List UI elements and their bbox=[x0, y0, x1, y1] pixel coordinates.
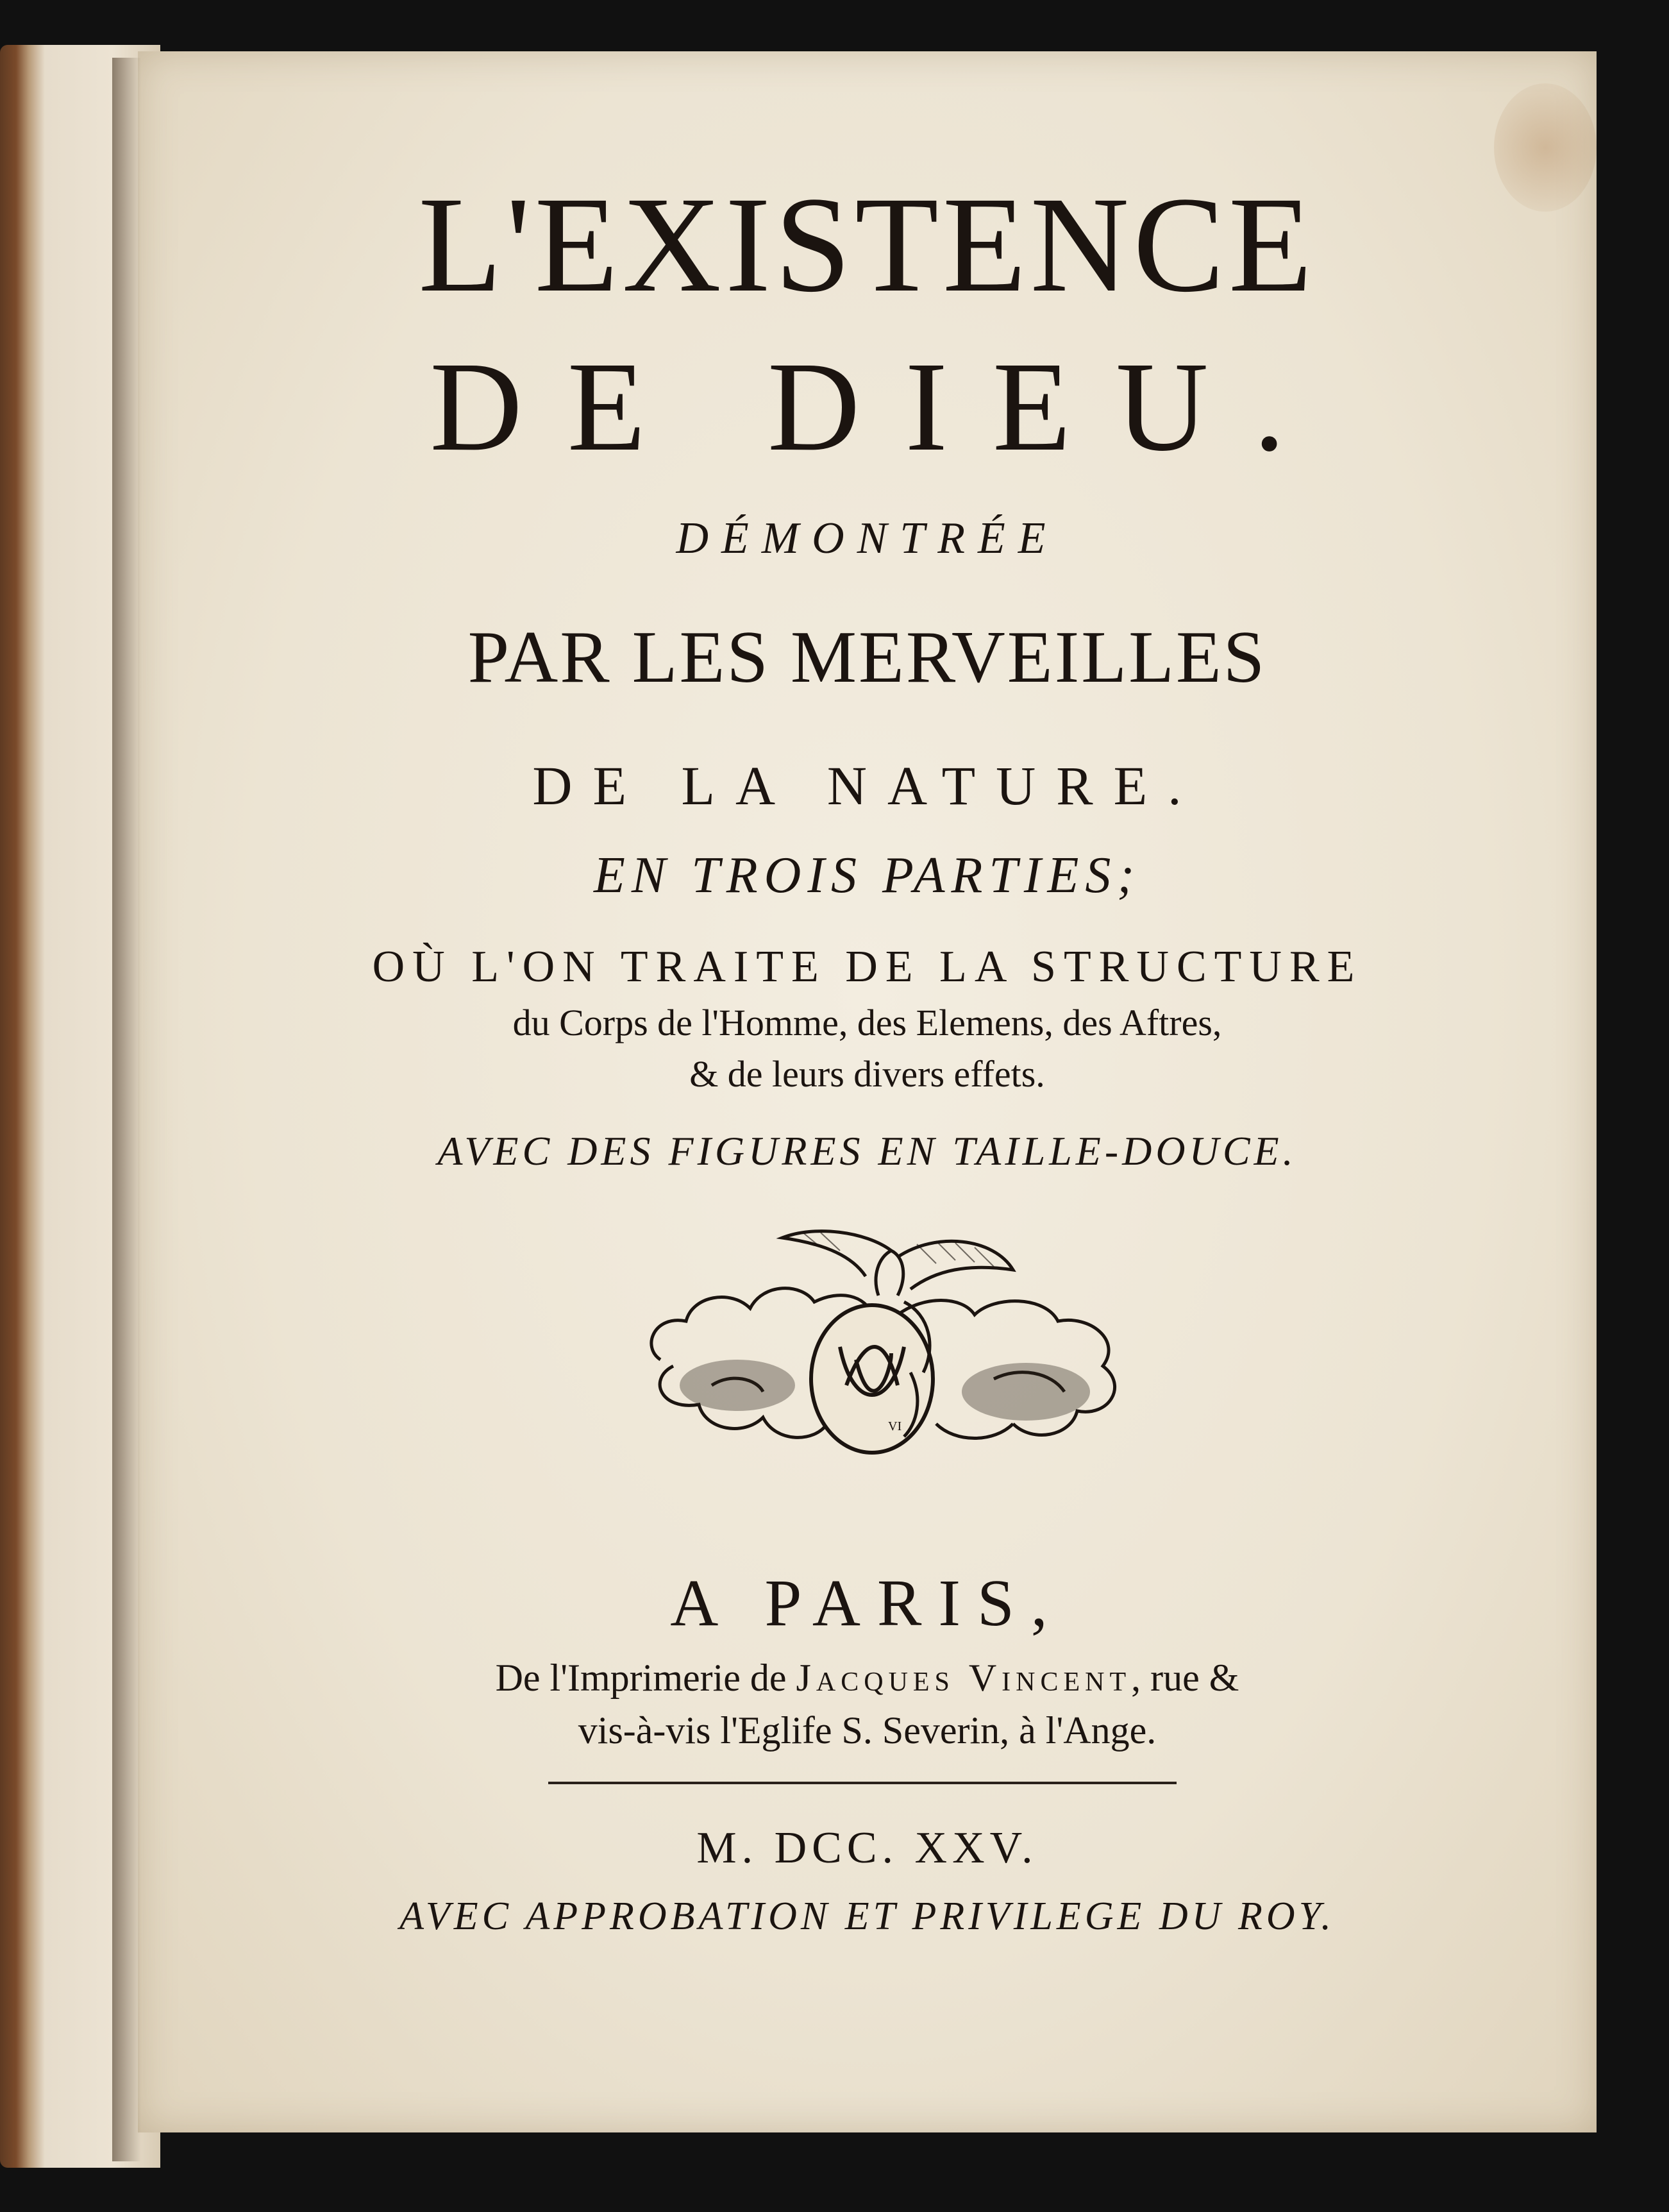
vignette-monogram: VI bbox=[888, 1419, 902, 1433]
title-line-1: L'EXISTENCE bbox=[418, 169, 1316, 321]
privilege-line: AVEC APPROBATION ET PRIVILEGE DU ROY. bbox=[399, 1895, 1335, 1938]
subtitle-line-6: du Corps de l'Homme, des Elemens, des Aftres, bbox=[512, 1002, 1222, 1043]
divider-rule bbox=[548, 1782, 1177, 1784]
subtitle-line-8: AVEC DES FIGURES EN TAILLE-DOUCE. bbox=[437, 1128, 1297, 1174]
imprint-line-1 bbox=[138, 1655, 1597, 1701]
imprint-line-2: vis-à-vis l'Eglife S. Severin, à l'Ange. bbox=[578, 1709, 1157, 1752]
subtitle-line-1: DÉMONTRÉE bbox=[676, 514, 1059, 563]
subtitle-line-2: PAR LES MERVEILLES bbox=[467, 616, 1267, 698]
printer-name: Jacques Vincent bbox=[796, 1657, 1132, 1699]
imprint-line-1-pre: De l'Imprimerie de bbox=[495, 1657, 796, 1699]
angel-vignette-icon bbox=[635, 1219, 1135, 1488]
subtitle-line-3: DE LA NATURE. bbox=[532, 755, 1202, 816]
title-line-2: DE DIEU. bbox=[430, 336, 1330, 478]
imprint-line-1-post: , rue & bbox=[1131, 1657, 1239, 1699]
subtitle-line-7: & de leurs divers effets. bbox=[689, 1053, 1045, 1095]
subtitle-line-5: OÙ L'ON TRAITE DE LA STRUCTURE bbox=[372, 942, 1363, 992]
imprint-place: A PARIS, bbox=[670, 1566, 1064, 1640]
gutter-shadow bbox=[112, 58, 141, 2161]
publication-date: M. DCC. XXV. bbox=[696, 1823, 1038, 1873]
subtitle-line-4: EN TROIS PARTIES; bbox=[594, 847, 1141, 904]
